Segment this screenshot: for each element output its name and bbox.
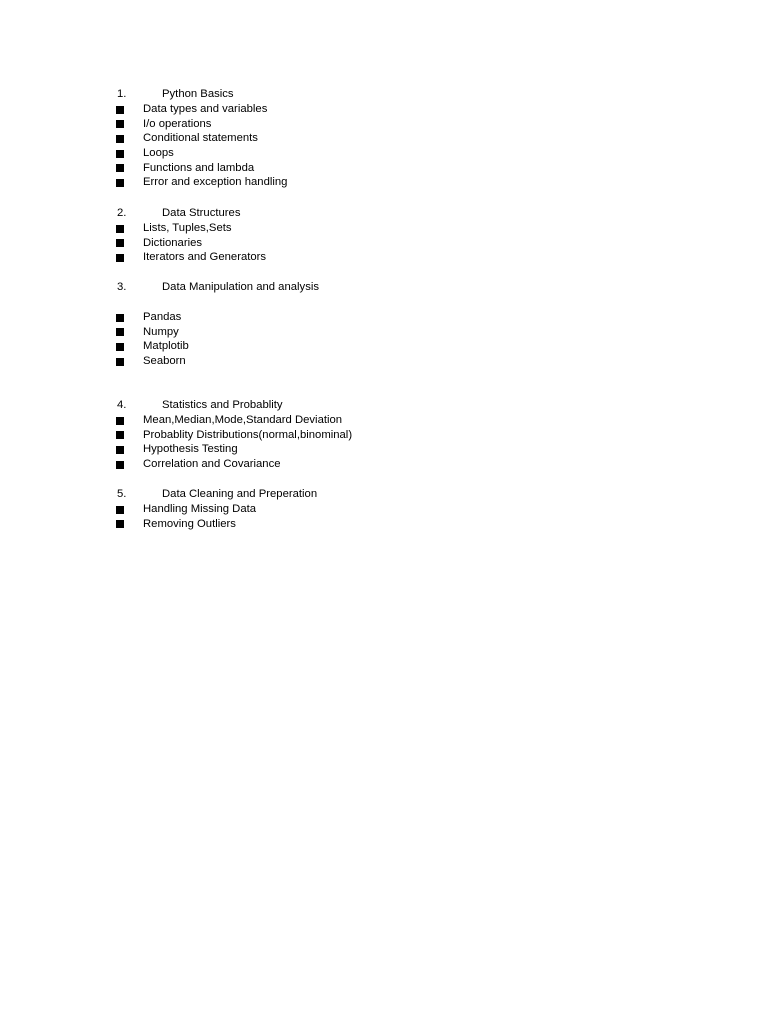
square-bullet-icon (116, 417, 124, 425)
square-bullet-icon (116, 446, 124, 454)
list-item-text: Data types and variables (143, 103, 268, 115)
section-number: 4. (117, 399, 127, 411)
section-number: 1. (117, 88, 127, 100)
square-bullet-icon (116, 328, 124, 336)
section-title: Statistics and Probablity (162, 399, 283, 411)
square-bullet-icon (116, 239, 124, 247)
section-title: Data Structures (162, 207, 241, 219)
bullet-list (0, 310, 768, 369)
bullet-list (0, 502, 768, 531)
square-bullet-icon (116, 461, 124, 469)
square-bullet-icon (116, 179, 124, 187)
list-item (0, 161, 768, 176)
square-bullet-icon (116, 431, 124, 439)
square-bullet-icon (116, 164, 124, 172)
list-item (0, 175, 768, 190)
square-bullet-icon (116, 358, 124, 366)
bullet-list (0, 413, 768, 472)
square-bullet-icon (116, 135, 124, 143)
list-item (0, 236, 768, 251)
square-bullet-icon (116, 225, 124, 233)
section-heading (0, 280, 768, 295)
list-item-text: Error and exception handling (143, 176, 288, 189)
bullet-list (0, 102, 768, 190)
list-item (0, 517, 768, 532)
section-heading (0, 206, 768, 221)
section-title: Data Cleaning and Preperation (162, 488, 318, 500)
bullet-list (0, 221, 768, 265)
list-item-text: Hypothesis Testing (143, 443, 238, 456)
section-title: Data Manipulation and analysis (162, 281, 319, 293)
list-item-text: Pandas (143, 311, 182, 323)
list-item (0, 221, 768, 236)
section-heading (0, 487, 768, 502)
square-bullet-icon (116, 150, 124, 158)
list-item (0, 250, 768, 265)
section-title: Python Basics (162, 88, 234, 100)
list-item (0, 131, 768, 146)
list-item-text: Seaborn (143, 355, 186, 368)
list-item (0, 354, 768, 369)
list-item (0, 339, 768, 354)
list-item (0, 117, 768, 132)
square-bullet-icon (116, 520, 124, 528)
list-item-text: Functions and lambda (143, 161, 255, 174)
section-heading (0, 398, 768, 413)
section-number: 5. (117, 488, 127, 500)
list-item (0, 502, 768, 517)
square-bullet-icon (116, 343, 124, 351)
section-data-cleaning (0, 487, 768, 531)
square-bullet-icon (116, 254, 124, 262)
list-item-text: Dictionaries (143, 236, 203, 249)
section-data-structures (0, 206, 768, 265)
square-bullet-icon (116, 120, 124, 128)
square-bullet-icon (116, 506, 124, 514)
list-item-text: Lists, Tuples,Sets (143, 222, 232, 234)
list-item (0, 413, 768, 428)
list-item (0, 310, 768, 325)
list-item-text: Handling Missing Data (143, 503, 257, 515)
list-item-text: Conditional statements (143, 132, 258, 145)
list-item-text: Removing Outliers (143, 517, 236, 530)
square-bullet-icon (116, 106, 124, 114)
section-statistics (0, 398, 768, 472)
list-item (0, 102, 768, 117)
list-item-text: Matplotib (143, 340, 189, 353)
list-item (0, 325, 768, 340)
list-item-text: Numpy (143, 325, 179, 338)
section-data-manipulation (0, 280, 768, 369)
list-item (0, 442, 768, 457)
section-heading (0, 87, 768, 102)
list-item-text: Mean,Median,Mode,Standard Deviation (143, 414, 343, 426)
list-item-text: Iterators and Generators (143, 251, 267, 264)
list-item-text: Loops (143, 147, 174, 160)
list-item-text: Correlation and Covariance (143, 458, 281, 471)
list-item (0, 428, 768, 443)
square-bullet-icon (116, 314, 124, 322)
section-python-basics (0, 87, 768, 190)
list-item-text: I/o operations (143, 117, 212, 130)
section-number: 3. (117, 281, 127, 293)
list-item-text: Probablity Distributions(normal,binominal) (143, 428, 353, 441)
list-item (0, 146, 768, 161)
section-number: 2. (117, 207, 127, 219)
list-item (0, 457, 768, 472)
